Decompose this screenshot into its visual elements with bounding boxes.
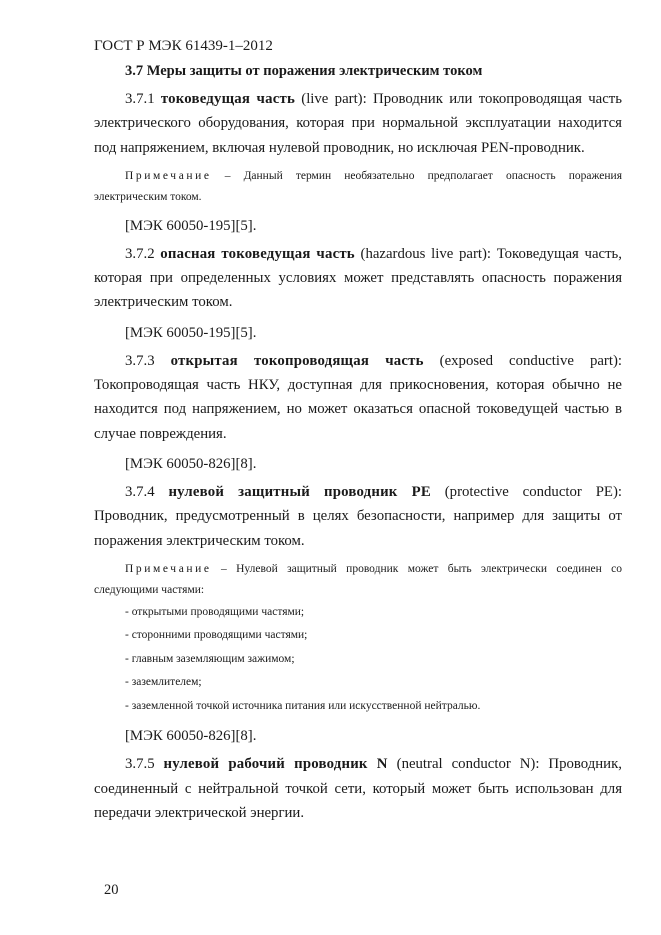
- term-number: 3.7.4: [125, 483, 169, 500]
- note-list-item: - сторонними проводящими частями;: [125, 629, 308, 642]
- note-2: [94, 559, 622, 601]
- note-list-item: - главным заземляющим зажимом;: [125, 652, 295, 665]
- note-1: [94, 166, 622, 208]
- page-number: 20: [104, 882, 119, 898]
- document-body: [94, 59, 622, 825]
- note-list-item: - открытыми проводящими частями;: [125, 605, 305, 618]
- term-name: опасная токоведущая часть: [160, 245, 355, 262]
- term-name: открытая токопроводящая часть: [170, 352, 424, 369]
- term-definition: (neutral conductor N): Проводник, соединенный с нейтральной точкой сети, который может быть использован для передачи электрической энергии.: [94, 756, 622, 821]
- term-number: 3.7.5: [125, 756, 164, 773]
- term-number: 3.7.3: [125, 352, 171, 369]
- term-3-7-4: [94, 480, 622, 553]
- term-name: нулевой рабочий проводник N: [163, 756, 388, 773]
- reference: [МЭК 60050-826][8].: [125, 455, 257, 472]
- term-name: токоведущая часть: [160, 91, 295, 107]
- note-label: Примечание: [125, 169, 212, 182]
- term-definition: (hazardous live part): Токоведущая часть, которая при определенных условиях может представлять опасность поражения электрическим током.: [94, 245, 622, 311]
- term-name: нулевой защитный проводник РЕ: [168, 483, 431, 500]
- term-3-7-3: [94, 349, 622, 446]
- term-3-7-1: [94, 87, 622, 160]
- standard-header: ГОСТ Р МЭК 61439-1–2012: [94, 38, 273, 54]
- reference: [МЭК 60050-195][5].: [125, 324, 257, 341]
- term-definition: (live part): Проводник или токопроводящая часть электрического оборудования, которая при нормальной эксплуатации находится под напряжением, включая нулевой проводник, но исключая PEN-проводник.: [94, 91, 622, 156]
- reference: [МЭК 60050-826][8].: [125, 728, 257, 745]
- note-text: – Нулевой защитный проводник может быть электрически соединен со следующими частями:: [94, 562, 622, 596]
- note-label: Примечание: [125, 562, 212, 575]
- reference: [МЭК 60050-195][5].: [125, 217, 257, 234]
- term-definition: (protective conductor PE): Проводник, предусмотренный в целях безопасности, например для защиты от поражения электрическим током.: [94, 483, 622, 549]
- term-3-7-2: [94, 242, 622, 315]
- note-list-item: - заземлителем;: [125, 676, 202, 689]
- note-list-item: - заземленной точкой источника питания или искусственной нейтралью.: [125, 699, 481, 712]
- section-title: 3.7 Меры защиты от поражения электрическим током: [125, 63, 483, 79]
- term-definition: (exposed conductive part): Токопроводящая часть НКУ, доступная для прикосновения, которая обычно не находится под напряжением, но может оказаться опасной токоведущей частью в случае повреждения.: [94, 352, 623, 442]
- note-text: – Данный термин необязательно предполагает опасность поражения электрическим током.: [94, 169, 622, 203]
- term-3-7-5: [94, 752, 622, 825]
- term-number: 3.7.2: [125, 245, 161, 262]
- term-number: 3.7.1: [125, 91, 161, 107]
